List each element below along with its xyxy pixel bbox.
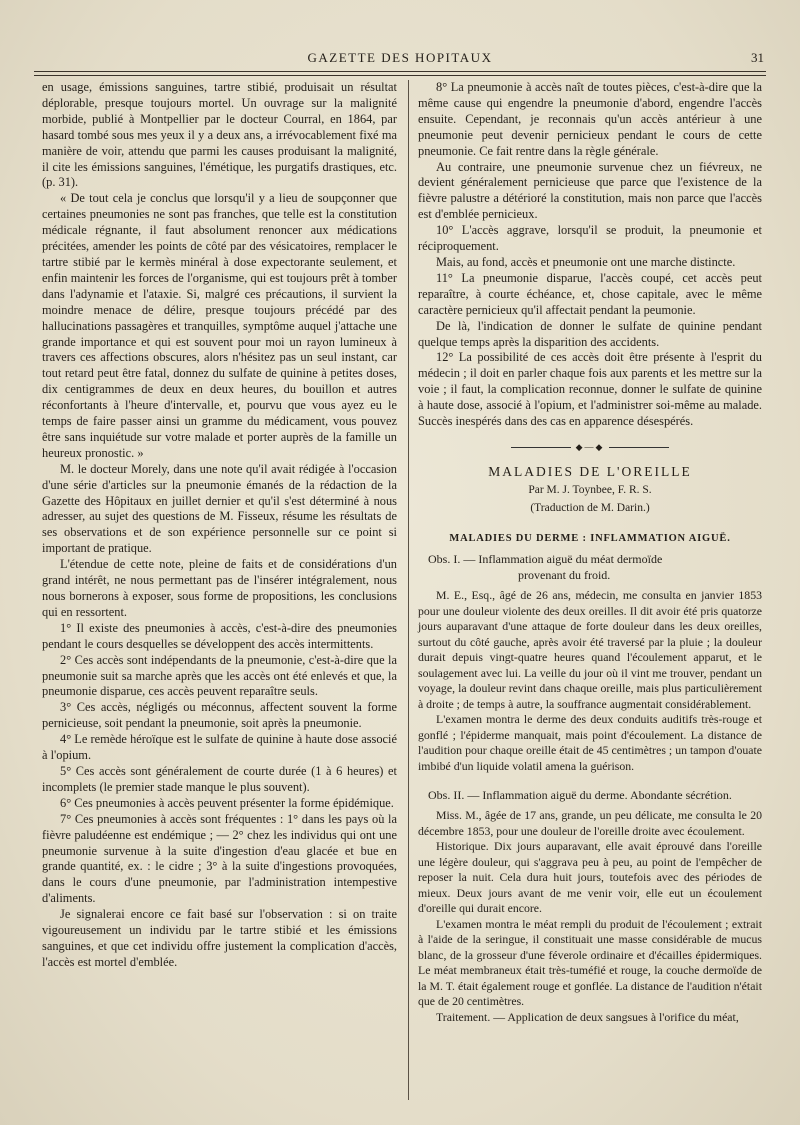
right-column	[418, 80, 762, 1025]
paragraph: 1° Il existe des pneumonies à accès, c'est-à-dire des pneumonies pendant le cours desquelles se développent des accès intermittents.	[42, 620, 397, 651]
section-author: Par M. J. Toynbee, F. R. S.	[528, 483, 652, 496]
section-title: MALADIES DE L'OREILLE	[488, 463, 692, 479]
paragraph: Traitement. — Application de deux sangsues à l'orifice du méat,	[436, 1009, 739, 1024]
header-rule	[34, 71, 766, 76]
paragraph: L'examen montra le méat rempli du produit de l'écoulement ; extrait à l'aide de la seringue, il constituait une masse considérable de mucus blanc, de la grosseur d'une féverole ordinaire et d'écailles épidermiques. Le méat membraneux était très-tuméfié et rouge, la couche dermoïde de la M. T. était également rouge et gonflée. La distance de l'audition n'était que de 20 centimètres.	[418, 916, 762, 1009]
paragraph: Miss. M., âgée de 17 ans, grande, un peu délicate, me consulta le 20 décembre 1853, pour une douleur de l'oreille droite avec écoulement.	[418, 808, 762, 838]
left-column	[42, 80, 397, 971]
paragraph: M. le docteur Morely, dans une note qu'il avait rédigée à l'occasion d'une série d'articles sur la pneumonie émanés de la rédaction de la Gazette des Hôpitaux en juillet dernier et qu'il s'est déterminé à nous adresser, au sujet des questions de M. Fisseux, résume les résultats de ses observations et de son expérience personnelle sur ce point si important de pratique.	[42, 461, 397, 556]
paragraph: Au contraire, une pneumonie survenue chez un fiévreux, ne devient généralement pernicieuse que parce que l'existence de la fièvre palustre a détérioré la constitution, mais non parce que l'accès est d'emblée pernicieux.	[418, 159, 762, 222]
paragraph: Historique. Dix jours auparavant, elle avait éprouvé dans l'oreille une légère douleur, qui s'aggrava peu à peu, au point de l'empêcher de reposer la nuit. Cela dura huit jours, toutefois avec des périodes de mieux. Deux jours avant de me venir voir, elle eut un écoulement d'oreille qui durait encore.	[418, 839, 762, 916]
page-number: 31	[751, 50, 764, 65]
paragraph: 6° Ces pneumonies à accès peuvent présenter la forme épidémique.	[60, 795, 394, 810]
subsection-title: MALADIES DU DERME : INFLAMMATION AIGUË.	[449, 532, 731, 544]
paragraph: « De tout cela je conclus que lorsqu'il y a lieu de soupçonner que certaines pneumonies ne sont pas franches, que telle est la constitution médicale régnante, il faut absolument renoncer aux médications précitées, amender les points de côté par des vésicatoires, remplacer le tartre stibié par le kermès minéral à dose expectorante seulement, et enfin maintenir les forces de l'organisme, qui est toujours prêt à tomber dans l'adynamie et l'ataxie. Si, malgré ces précautions, il survient la moindre menace de délire, presque toujours précédé par des hallucinations passagères et tranquilles, symptôme auquel j'attache une grande importance et qui est souvent pour moi un rayon lumineux à travers ces affections obscures, alors n'hésitez pas un seul instant, car tout retard peut être fatal, donnez du sulfate de quinine à petites doses, dix centigrammes de deux en deux heures, du bouillon et autres réconfortants à l'heure d'intervalle, et, pourvu que vous ayez eu le temps de faire passer ainsi un gramme du médicament, vous pouvez être sans inquiétude sur votre malade et porter auprès de la famille un heureux pronostic. »	[42, 191, 397, 460]
ornament-line	[609, 447, 669, 448]
paragraph: 2° Ces accès sont indépendants de la pneumonie, c'est-à-dire que la pneumonie suit sa marche après que les accès ont été enlevés et que, la pneumonie disparue, ces accès peuvent reparaître seuls.	[42, 652, 397, 699]
observation-title	[418, 552, 762, 584]
column-divider	[408, 80, 409, 1100]
paragraph: en usage, émissions sanguines, tartre stibié, produisait un résultat déplorable, presque toujours mortel. Un ouvrage sur la malignité morbide, publié à Montpellier par le docteur Courral, en 1864, par hasard tombé sous mes yeux il y a deux ans, a irrévocablement fixé ma manière de voir, attendu que parmi les causes produisant la malignité, il cite les émissions sanguines, l'émétique, les purgatifs drastiques, etc. (p. 31).	[42, 80, 397, 190]
paragraph: 11° La pneumonie disparue, l'accès coupé, cet accès peut reparaître, à courte échéance, et, chose capitale, avec le même caractère pernicieux qu'il affectait pendant la peumonie.	[418, 270, 762, 317]
section-ornament	[418, 440, 762, 456]
paragraph: L'examen montra le derme des deux conduits auditifs très-rouge et gonflé ; l'épiderme manquait, mais point d'écoulement. La distance de l'audition pour chaque oreille était de 45 centimètres ; un tampon d'ouate imbibé d'un liquide volatil amena la guérison.	[418, 712, 762, 773]
observation-title-line: Obs. I. — Inflammation aiguë du méat dermoïde	[428, 552, 663, 567]
paragraph: M. E., Esq., âgé de 26 ans, médecin, me consulta en janvier 1853 pour une douleur violente des deux oreilles. Il dit avoir été pris quatorze jours auparavant d'une attaque de forte douleur dans les deux oreilles, surtout du côté gauche, après avoir été traversé par la pluie ; la douleur durait depuis vingt-quatre heures quand l'écoulement apparut, et le soulagement avec lui. La veille du jour où il vint me trouver, pendant un voyage, la douleur revint dans chaque oreille, mais plus particulièrement à droite ; de temps à autre, la souffrance augmentait considérablement.	[418, 588, 762, 711]
observation-body	[418, 588, 762, 774]
paragraph: Je signalerai encore ce fait basé sur l'observation : si on traite vigoureusement un individu par le tartre stibié et les émissions sanguines, et que cet individu offre justement la complication d'accès, l'accès est mortel d'emblée.	[42, 907, 397, 969]
journal-title: GAZETTE DES HOPITAUX	[307, 50, 493, 65]
paragraph: L'étendue de cette note, pleine de faits et de considérations d'un grand intérêt, ne nous permettant pas de l'insérer intégralement, nous nous bornerons à exposer, sous forme de propositions, les conclusions qui en ressortent.	[42, 557, 397, 619]
paragraph: Mais, au fond, accès et pneumonie ont une marche distincte.	[436, 254, 736, 269]
paragraph: 5° Ces accès sont généralement de courte durée (1 à 6 heures) et incomplets (le premier stade manque le plus souvent).	[42, 763, 397, 794]
section-translation: (Traduction de M. Darin.)	[530, 501, 650, 514]
ornament-line	[511, 447, 571, 448]
paragraph: 12° La possibilité de ces accès doit être présente à l'esprit du médecin ; il doit en parler chaque fois aux parents et les mettre sur la voie ; il faut, la complication reconnue, donner le sulfate de quinine à haute dose, associé à l'opium, et l'administrer soi-même au malade. Succès inespérés dans des cas en apparence désespérés.	[418, 350, 762, 429]
paragraph: 10° L'accès aggrave, lorsqu'il se produit, la pneumonie et réciproquement.	[418, 223, 762, 254]
observation-body	[418, 808, 762, 1025]
observation-subtitle: provenant du froid.	[518, 568, 611, 583]
paragraph: 3° Ces accès, négligés ou méconnus, affectent souvent la forme pernicieuse, soit pendant la pneumonie, soit après la pneumonie.	[42, 700, 397, 731]
ornament-glyph: ◆—◆	[575, 441, 605, 452]
paragraph: 4° Le remède héroïque est le sulfate de quinine à haute dose associé à l'opium.	[42, 732, 397, 763]
page-header	[32, 50, 768, 68]
paragraph: 8° La pneumonie à accès naît de toutes pièces, c'est-à-dire que la même cause qui engendre la pneumonie d'abord, engendre l'accès ensuite. Cependant, je reconnais qu'un accès antérieur à une pneumonie peut devenir pernicieux pendant le cours de cette pneumonie. Ce fait rentre dans la règle générale.	[418, 80, 762, 158]
paragraph: 7° Ces pneumonies à accès sont fréquentes : 1° dans les pays où la fièvre paludéenne est endémique ; — 2° chez les individus qui ont une pneumonie survenue à la suite d'ingestion d'eau glacée et bue en grande quantité, ex. : le cidre ; 3° à la suite d'ingestions provoquées, dans le cours d'une pneumonie, par l'administration intempestive d'aliments.	[42, 811, 397, 906]
observation-title: Obs. II. — Inflammation aiguë du derme. Abondante sécrétion.	[428, 788, 732, 803]
spacer	[418, 774, 762, 782]
paragraph: De là, l'indication de donner le sulfate de quinine pendant quelque temps après la disparition des accidents.	[418, 318, 762, 349]
